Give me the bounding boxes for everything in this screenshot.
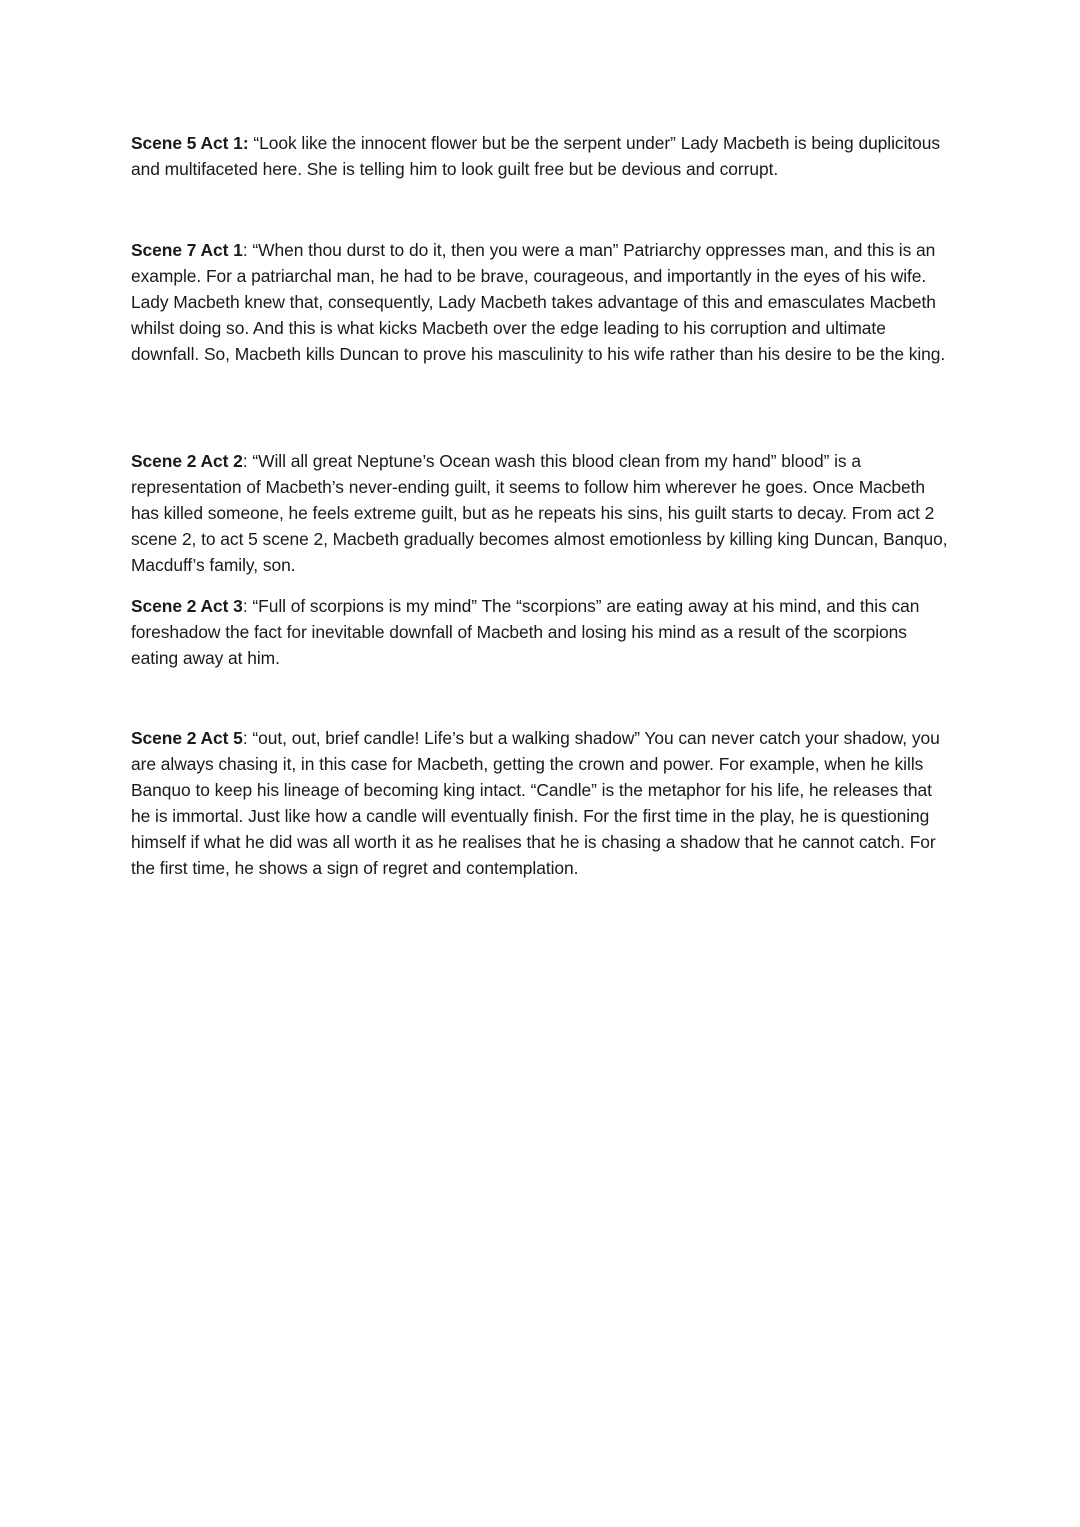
- scene-heading: Scene 2 Act 2: [131, 451, 243, 471]
- paragraph-text: “out, out, brief candle! Life’s but a walking shadow” You can never catch your shadow, you are always chasing it, in this case for Macbeth, getting the crown and power. For example, when he kills Banquo to keep his lineage of becoming king intact. “Candle” is the metaphor for his life, he releases that he is immortal. Just like how a candle will eventually finish. For the first time in the play, he is questioning himself if what he did was all worth it as he realises that he is chasing a shadow that he cannot catch. For the first time, he shows a sign of regret and contemplation.: [131, 728, 940, 878]
- scene-7-act-1-paragraph: [131, 237, 953, 367]
- scene-2-act-2-paragraph: [131, 448, 953, 578]
- heading-separator: :: [242, 240, 248, 260]
- scene-5-act-1-paragraph: [131, 130, 953, 182]
- heading-separator: :: [242, 728, 248, 748]
- paragraph-text: “Full of scorpions is my mind” The “scorpions” are eating away at his mind, and this can foreshadow the fact for inevitable downfall of Macbeth and losing his mind as a result of the scorpions eating away at him.: [131, 596, 920, 668]
- scene-2-act-5-paragraph: [131, 725, 953, 881]
- scene-2-act-3-paragraph: [131, 593, 953, 671]
- scene-heading: Scene 2 Act 3: [131, 596, 243, 616]
- paragraph-text: “When thou durst to do it, then you were a man” Patriarchy oppresses man, and this is an example. For a patriarchal man, he had to be brave, courageous, and importantly in the eyes of his wife. Lady Macbeth knew that, consequently, Lady Macbeth takes advantage of this and emasculates Macbeth whilst doing so. And this is what kicks Macbeth over the edge leading to his corruption and ultimate downfall. So, Macbeth kills Duncan to prove his masculinity to his wife rather than his desire to be the king.: [131, 240, 946, 364]
- paragraph-text: “Will all great Neptune’s Ocean wash this blood clean from my hand” blood” is a representation of Macbeth’s never-ending guilt, it seems to follow him wherever he goes. Once Macbeth has killed someone, he feels extreme guilt, but as he repeats his sins, his guilt starts to decay. From act 2 scene 2, to act 5 scene 2, Macbeth gradually becomes almost emotionless by killing king Duncan, Banquo, Macduff’s family, son.: [131, 451, 948, 575]
- scene-heading: Scene 5 Act 1: [131, 133, 243, 153]
- scene-heading: Scene 2 Act 5: [131, 728, 243, 748]
- heading-separator: :: [242, 133, 249, 153]
- heading-separator: :: [242, 451, 248, 471]
- paragraph-text: “Look like the innocent flower but be the serpent under” Lady Macbeth is being duplicitous and multifaceted here. She is telling him to look guilt free but be devious and corrupt.: [131, 133, 941, 179]
- scene-heading: Scene 7 Act 1: [131, 240, 243, 260]
- heading-separator: :: [242, 596, 248, 616]
